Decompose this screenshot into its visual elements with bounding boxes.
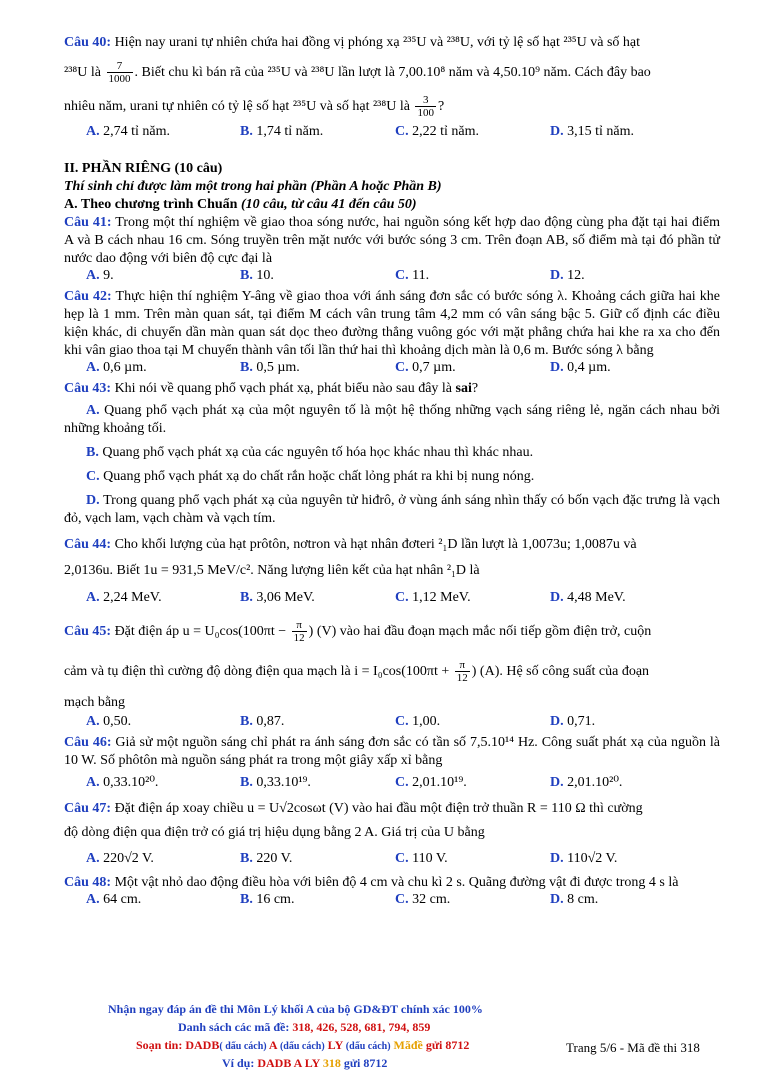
option-letter: A. — [86, 360, 100, 375]
question-text: cảm và tụ điện thì cường độ dòng điện qua mạch là i = I₀cos(100πt + — [64, 664, 453, 679]
fraction-denominator: 12 — [293, 632, 305, 645]
option-d[interactable] — [550, 892, 598, 908]
option-text: 16 cm. — [252, 892, 295, 907]
option-b[interactable] — [240, 268, 274, 284]
part-a-heading — [64, 196, 720, 214]
option-d[interactable] — [550, 714, 595, 730]
question-46 — [64, 734, 720, 796]
option-d[interactable] — [550, 844, 617, 874]
option-text: 2,24 MeV. — [99, 590, 162, 605]
option-letter: A. — [86, 403, 100, 418]
option-d[interactable] — [64, 492, 720, 528]
fraction-numerator: π — [455, 659, 470, 672]
question-label: Câu 41: — [64, 215, 112, 230]
exam-page — [64, 30, 720, 912]
option-c[interactable] — [395, 268, 429, 284]
fraction-numerator: π — [292, 619, 307, 632]
question-42 — [64, 288, 720, 380]
option-a[interactable] — [86, 844, 154, 874]
question-label: Câu 40: — [64, 35, 112, 50]
option-text: 0,33.10¹⁹. — [252, 775, 311, 790]
question-label: Câu 43: — [64, 381, 112, 396]
question-emphasis: sai — [455, 381, 472, 396]
option-text: 0,50. — [99, 714, 132, 729]
option-letter: C. — [86, 469, 100, 484]
option-text: 0,4 µm. — [563, 360, 611, 375]
question-text: . Biết chu kì bán rã của ²³⁵U và ²³⁸U lần lượt là 7,00.10⁸ năm và 4,50.10⁹ năm. Cách đây bao — [134, 65, 651, 80]
question-text: độ dòng điện qua điện trở có giá trị hiệu dụng bằng 2 A. Giá trị của U bằng — [64, 825, 485, 840]
option-letter: D. — [550, 775, 564, 790]
question-label: Câu 42: — [64, 289, 112, 304]
option-text: 4,48 MeV. — [563, 590, 626, 605]
option-a[interactable] — [86, 770, 158, 796]
footer-example-line — [222, 1056, 387, 1071]
part-a-title: A. Theo chương trình Chuẩn — [64, 197, 238, 212]
footer-sms-line — [136, 1038, 469, 1053]
option-letter: B. — [240, 775, 253, 790]
option-letter: A. — [86, 268, 100, 283]
option-letter: A. — [86, 775, 100, 790]
option-letter: C. — [395, 360, 409, 375]
answer-options — [64, 770, 720, 796]
footer-codes-line — [178, 1020, 430, 1035]
fraction — [455, 659, 470, 684]
question-text: ) (A). Hệ số công suất của đoạn — [471, 664, 650, 679]
footer-promo-line: Nhận ngay đáp án đề thi Môn Lý khối A của bộ GD&ĐT chính xác 100% — [108, 1002, 483, 1016]
option-text: 0,87. — [252, 714, 285, 729]
option-c[interactable] — [395, 844, 448, 874]
question-text: nhiêu năm, urani tự nhiên có tỷ lệ số hạt ²³⁵U và số hạt ²³⁸U là — [64, 99, 414, 114]
fraction-numerator: 3 — [415, 94, 436, 107]
question-45 — [64, 612, 720, 734]
option-text: 32 cm. — [408, 892, 451, 907]
page-number: Trang 5/6 - Mã đề thi 318 — [566, 1040, 700, 1055]
option-letter: B. — [240, 124, 253, 139]
question-text: Cho khối lượng của hạt prôtôn, nơtron và hạt nhân đơteri ²₁D lần lượt là 1,0073u; 1,0087u và — [111, 537, 637, 552]
sms-code-placeholder: Mãđề — [390, 1038, 423, 1052]
option-letter: D. — [550, 124, 564, 139]
option-text: Trong quang phổ vạch phát xạ của nguyên tử hiđrô, ở vùng ánh sáng nhìn thấy có bốn vạch đặc trưng là vạch đỏ, vạch lam, vạch chàm và vạch tím. — [64, 493, 720, 526]
option-text: 12. — [563, 268, 585, 283]
fraction-denominator: 12 — [456, 672, 468, 685]
option-text: 8 cm. — [563, 892, 599, 907]
section-subtitle: Thí sinh chỉ được làm một trong hai phần (Phần A hoặc Phần B) — [64, 179, 442, 194]
option-letter: C. — [395, 714, 409, 729]
option-a[interactable] — [64, 402, 720, 438]
example-keyword: DADB A LY — [257, 1056, 323, 1070]
option-letter: D. — [550, 268, 564, 283]
answer-options — [64, 714, 720, 734]
question-43 — [64, 380, 720, 528]
option-letter: B. — [240, 268, 253, 283]
question-text: ? — [437, 99, 445, 114]
option-letter: B. — [240, 360, 253, 375]
option-text: 2,01.10²⁰. — [563, 775, 623, 790]
question-end: ? — [471, 381, 479, 396]
option-letter: B. — [240, 714, 253, 729]
option-text: 3,06 MeV. — [252, 590, 315, 605]
option-text: 10. — [252, 268, 274, 283]
option-text: 0,33.10²⁰. — [99, 775, 159, 790]
option-a[interactable] — [86, 268, 114, 284]
option-letter: C. — [395, 892, 409, 907]
answer-options — [64, 124, 720, 154]
sms-space-note: (dấu cách) — [279, 1041, 325, 1052]
option-letter: A. — [86, 714, 100, 729]
footer-codes-label: Danh sách các mã đề: — [178, 1020, 293, 1034]
option-b[interactable] — [240, 714, 284, 730]
option-c[interactable] — [395, 360, 456, 376]
option-text: 64 cm. — [99, 892, 142, 907]
option-text: 1,12 MeV. — [408, 590, 471, 605]
option-letter: D. — [550, 360, 564, 375]
option-b[interactable] — [240, 584, 315, 612]
option-text: 220√2 V. — [99, 851, 154, 866]
question-47 — [64, 796, 720, 874]
option-letter: A. — [86, 851, 100, 866]
question-text: mạch bằng — [64, 695, 126, 710]
option-letter: D. — [550, 590, 564, 605]
option-text: 1,74 tỉ năm. — [252, 124, 324, 139]
question-text: Thực hiện thí nghiệm Y-âng về giao thoa với ánh sáng đơn sắc có bước sóng λ. Khoảng cách giữa hai khe hẹp là 1 mm. Trên màn quan sát, tại điểm M cách vân trung tâm 4,2 mm có vân sáng bậc 5. Giữ cố định các điều kiện khác, di chuyển dần màn quan sát dọc theo đường thẳng vuông góc với mặt phẳng chứa hai khe ra xa cho đến khi vân giao thoa tại M chuyển thành vân tối lần thứ hai thì khoảng dịch màn là 0,6 m. Bước sóng λ bằng — [64, 289, 720, 358]
option-text: 9. — [99, 268, 114, 283]
option-letter: D. — [550, 714, 564, 729]
question-label: Câu 44: — [64, 537, 112, 552]
question-text: Một vật nhỏ dao động điều hòa với biên độ 4 cm và chu kì 2 s. Quãng đường vật đi được trong 4 s là — [111, 875, 679, 890]
option-text: 0,71. — [563, 714, 596, 729]
question-text: Khi nói về quang phổ vạch phát xạ, phát biểu nào sau đây là — [111, 381, 456, 396]
option-text: 11. — [408, 268, 430, 283]
option-letter: D. — [550, 892, 564, 907]
example-code: 318 — [322, 1056, 341, 1070]
answer-options — [64, 844, 720, 874]
question-40 — [64, 30, 720, 154]
option-a[interactable] — [86, 124, 170, 140]
sms-space-note: ( dấu cách) — [219, 1041, 267, 1052]
option-c[interactable] — [64, 468, 720, 486]
answer-options — [64, 584, 720, 612]
option-letter: D. — [86, 493, 100, 508]
option-text: 110√2 V. — [563, 851, 618, 866]
option-a[interactable] — [86, 714, 131, 730]
footer-codes: 318, 426, 528, 681, 794, 859 — [292, 1020, 431, 1034]
fraction-denominator: 100 — [417, 107, 434, 120]
option-d[interactable] — [550, 770, 622, 796]
option-d[interactable] — [550, 584, 626, 612]
option-text: Quang phổ vạch phát xạ của các nguyên tố hóa học khác nhau thì khác nhau. — [98, 445, 534, 460]
question-label: Câu 45: — [64, 624, 112, 639]
question-label: Câu 47: — [64, 801, 112, 816]
option-text: Quang phổ vạch phát xạ do chất rắn hoặc chất lỏng phát ra khi bị nung nóng. — [99, 469, 535, 484]
option-c[interactable] — [395, 714, 440, 730]
option-text: 2,01.10¹⁹. — [408, 775, 467, 790]
question-48 — [64, 874, 720, 912]
option-letter: D. — [550, 851, 564, 866]
fraction — [415, 94, 436, 119]
question-text: Giả sử một nguồn sáng chỉ phát ra ánh sáng đơn sắc có tần số 7,5.10¹⁴ Hz. Công suất phát xạ của nguồn là 10 W. Số phôtôn mà nguồn sáng phát ra trong một giây xấp xỉ bằng — [64, 735, 720, 768]
option-text: 3,15 tỉ năm. — [563, 124, 635, 139]
option-b[interactable] — [240, 360, 300, 376]
option-letter: B. — [240, 851, 253, 866]
option-letter: B. — [86, 445, 99, 460]
option-a[interactable] — [86, 584, 162, 612]
question-text: Trong một thí nghiệm về giao thoa sóng nước, hai nguồn sóng kết hợp dao động cùng pha đặt tại hai điểm A và B cách nhau 16 cm. Sóng truyền trên mặt nước với bước sóng 3 cm. Trên đoạn AB, số điểm mà tại đó phần tử nước dao động với biên độ cực đại là — [64, 215, 720, 266]
option-d[interactable] — [550, 124, 634, 140]
section-title: II. PHẦN RIÊNG (10 câu) — [64, 161, 223, 176]
option-b[interactable] — [64, 444, 720, 462]
option-c[interactable] — [395, 124, 479, 140]
sms-space-note: (dấu cách) — [345, 1041, 391, 1052]
sms-subject: LY — [324, 1038, 346, 1052]
option-text: 0,5 µm. — [252, 360, 300, 375]
question-41 — [64, 214, 720, 288]
fraction — [107, 60, 133, 85]
option-a[interactable] — [86, 892, 141, 908]
question-label: Câu 46: — [64, 735, 112, 750]
question-text: Đặt điện áp xoay chiều u = U√2cosωt (V) vào hai đầu một điện trở thuần R = 110 Ω thì cường — [111, 801, 643, 816]
example-number: gửi 8712 — [340, 1056, 388, 1070]
question-44 — [64, 532, 720, 612]
option-letter: C. — [395, 590, 409, 605]
option-text: 110 V. — [408, 851, 448, 866]
part-a-note: (10 câu, từ câu 41 đến câu 50) — [237, 197, 417, 212]
option-text: 2,22 tỉ năm. — [408, 124, 480, 139]
answer-options — [64, 892, 720, 912]
option-d[interactable] — [550, 268, 585, 284]
question-text: ) (V) vào hai đầu đoạn mạch mắc nối tiếp gồm điện trở, cuộn — [308, 624, 652, 639]
option-b[interactable] — [240, 844, 292, 874]
option-c[interactable] — [395, 770, 467, 796]
option-letter: B. — [240, 590, 253, 605]
option-letter: C. — [395, 775, 409, 790]
option-text: 2,74 tỉ năm. — [99, 124, 171, 139]
sms-block: A — [266, 1038, 280, 1052]
option-b[interactable] — [240, 770, 311, 796]
option-text: Quang phổ vạch phát xạ của một nguyên tố là một hệ thống những vạch sáng riêng lẻ, ngăn cách nhau bởi những khoảng tối. — [64, 403, 720, 436]
option-letter: C. — [395, 268, 409, 283]
sms-keyword: Soạn tin: DADB — [136, 1038, 220, 1052]
sms-number: gửi 8712 — [422, 1038, 470, 1052]
fraction — [292, 619, 307, 644]
option-letter: A. — [86, 124, 100, 139]
option-letter: B. — [240, 892, 253, 907]
question-text: Hiện nay urani tự nhiên chứa hai đồng vị phóng xạ ²³⁵U và ²³⁸U, với tỷ lệ số hạt ²³⁵U và số hạt — [111, 35, 641, 50]
option-letter: A. — [86, 590, 100, 605]
question-text: ²³⁸U là — [64, 65, 105, 80]
question-label: Câu 48: — [64, 875, 112, 890]
option-b[interactable] — [240, 892, 294, 908]
example-label: Ví dụ: — [222, 1056, 258, 1070]
option-letter: C. — [395, 851, 409, 866]
fraction-numerator: 7 — [107, 60, 133, 73]
option-letter: C. — [395, 124, 409, 139]
option-c[interactable] — [395, 584, 471, 612]
option-d[interactable] — [550, 360, 611, 376]
option-letter: A. — [86, 892, 100, 907]
option-text: 0,6 µm. — [99, 360, 147, 375]
option-b[interactable] — [240, 124, 323, 140]
option-text: 0,7 µm. — [408, 360, 456, 375]
question-text: 2,0136u. Biết 1u = 931,5 MeV/c². Năng lượng liên kết của hạt nhân ²₁D là — [64, 563, 480, 578]
option-text: 220 V. — [252, 851, 293, 866]
option-c[interactable] — [395, 892, 450, 908]
answer-options — [64, 360, 720, 380]
question-text: Đặt điện áp u = U₀cos(100πt − — [111, 624, 290, 639]
answer-options — [64, 268, 720, 288]
option-text: 1,00. — [408, 714, 441, 729]
fraction-denominator: 1000 — [108, 73, 131, 86]
option-a[interactable] — [86, 360, 147, 376]
